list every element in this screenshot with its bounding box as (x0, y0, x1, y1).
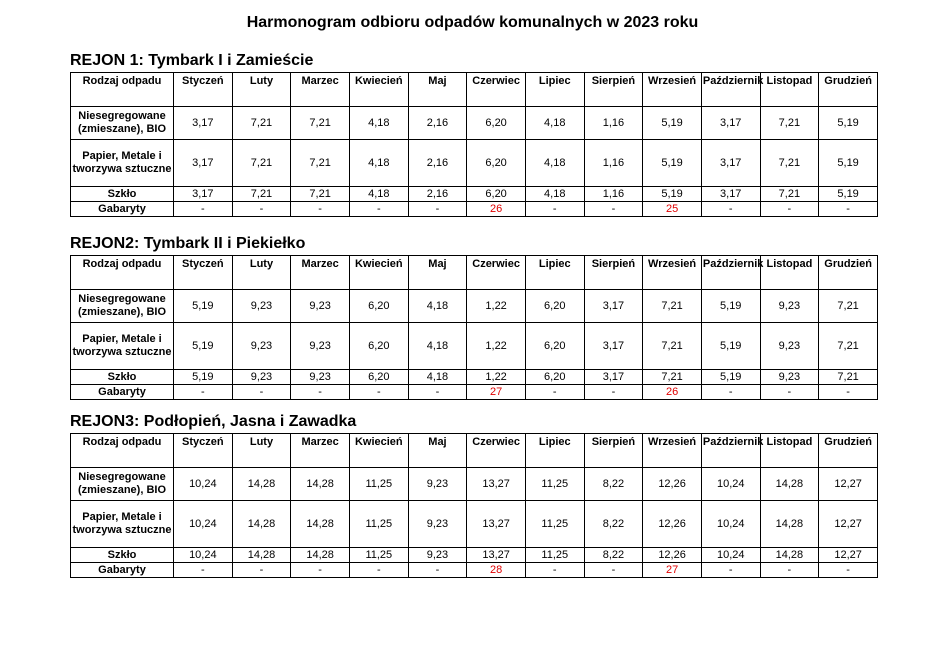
pickup-dates-cell: 5,19 (819, 140, 878, 187)
pickup-dates-cell: 13,27 (467, 548, 526, 563)
month-header: Czerwiec (467, 73, 526, 107)
pickup-dates-cell: 7,21 (760, 187, 819, 202)
pickup-dates-cell: 6,20 (349, 370, 408, 385)
month-header: Lipiec (525, 256, 584, 290)
pickup-dates-cell: 4,18 (349, 187, 408, 202)
waste-type-label: Papier, Metale i tworzywa sztuczne (71, 501, 174, 548)
pickup-dates-cell: 12,26 (643, 548, 702, 563)
pickup-dates-cell: 9,23 (232, 323, 291, 370)
month-header: Maj (408, 256, 467, 290)
region-2 (70, 233, 878, 400)
pickup-dates-cell: 3,17 (701, 107, 760, 140)
table-row (71, 501, 878, 548)
pickup-dates-cell: 14,28 (760, 501, 819, 548)
pickup-dates-cell: - (232, 563, 291, 578)
pickup-dates-cell: 7,21 (291, 187, 350, 202)
pickup-dates-cell: 1,16 (584, 187, 643, 202)
pickup-dates-cell: 9,23 (291, 370, 350, 385)
pickup-dates-cell: 9,23 (760, 323, 819, 370)
pickup-dates-cell: 5,19 (819, 187, 878, 202)
pickup-dates-cell: - (232, 385, 291, 400)
pickup-dates-cell: 28 (467, 563, 526, 578)
pickup-dates-cell: 10,24 (701, 468, 760, 501)
pickup-dates-cell: 11,25 (525, 501, 584, 548)
waste-type-label: Szkło (71, 548, 174, 563)
pickup-dates-cell: 14,28 (291, 468, 350, 501)
pickup-dates-cell: 7,21 (643, 323, 702, 370)
month-header: Luty (232, 256, 291, 290)
pickup-dates-cell: 10,24 (174, 501, 233, 548)
pickup-dates-cell: - (701, 385, 760, 400)
table-row (71, 370, 878, 385)
pickup-dates-cell: 6,20 (349, 323, 408, 370)
pickup-dates-cell: 4,18 (349, 140, 408, 187)
pickup-dates-cell: 6,20 (525, 323, 584, 370)
waste-type-label: Gabaryty (71, 385, 174, 400)
pickup-dates-cell: 11,25 (349, 548, 408, 563)
pickup-dates-cell: 14,28 (232, 501, 291, 548)
column-header: Rodzaj odpadu (71, 73, 174, 107)
pickup-dates-cell: 6,20 (525, 370, 584, 385)
month-header: Maj (408, 73, 467, 107)
pickup-dates-cell: - (701, 202, 760, 217)
month-header: Listopad (760, 73, 819, 107)
pickup-dates-cell: 7,21 (232, 187, 291, 202)
pickup-dates-cell: 11,25 (525, 468, 584, 501)
waste-type-label: Niesegregowane (zmieszane), BIO (71, 290, 174, 323)
pickup-dates-cell: 5,19 (643, 107, 702, 140)
waste-type-label: Papier, Metale i tworzywa sztuczne (71, 323, 174, 370)
pickup-dates-cell: 4,18 (408, 290, 467, 323)
pickup-dates-cell: 7,21 (819, 290, 878, 323)
pickup-dates-cell: - (174, 563, 233, 578)
waste-type-label: Niesegregowane (zmieszane), BIO (71, 107, 174, 140)
pickup-dates-cell: - (701, 563, 760, 578)
pickup-dates-cell: 1,22 (467, 370, 526, 385)
pickup-dates-cell: 7,21 (291, 107, 350, 140)
pickup-dates-cell: 2,16 (408, 140, 467, 187)
schedule-table (70, 255, 878, 400)
month-header: Styczeń (174, 256, 233, 290)
pickup-dates-cell: 9,23 (760, 370, 819, 385)
month-header: Wrzesień (643, 434, 702, 468)
region-title: REJON2: Tymbark II i Piekiełko (70, 235, 306, 252)
month-header: Grudzień (819, 256, 878, 290)
pickup-dates-cell: 7,21 (232, 140, 291, 187)
pickup-dates-cell: 7,21 (819, 323, 878, 370)
pickup-dates-cell: 5,19 (174, 323, 233, 370)
pickup-dates-cell: 10,24 (701, 501, 760, 548)
pickup-dates-cell: 3,17 (701, 140, 760, 187)
pickup-dates-cell: 1,16 (584, 107, 643, 140)
pickup-dates-cell: 7,21 (232, 107, 291, 140)
pickup-dates-cell: 9,23 (232, 290, 291, 323)
month-header: Maj (408, 434, 467, 468)
month-header: Sierpień (584, 434, 643, 468)
month-header: Luty (232, 434, 291, 468)
pickup-dates-cell: 6,20 (349, 290, 408, 323)
table-row (71, 548, 878, 563)
pickup-dates-cell: - (291, 385, 350, 400)
pickup-dates-cell: - (760, 202, 819, 217)
table-row (71, 107, 878, 140)
month-header: Listopad (760, 434, 819, 468)
pickup-dates-cell: 1,22 (467, 323, 526, 370)
pickup-dates-cell: 7,21 (760, 140, 819, 187)
column-header: Rodzaj odpadu (71, 434, 174, 468)
region-1 (70, 50, 878, 217)
pickup-dates-cell: 3,17 (584, 290, 643, 323)
pickup-dates-cell: 27 (467, 385, 526, 400)
month-header: Czerwiec (467, 434, 526, 468)
waste-type-label: Szkło (71, 187, 174, 202)
pickup-dates-cell: 4,18 (408, 323, 467, 370)
month-header: Październik (701, 256, 760, 290)
pickup-dates-cell: - (525, 385, 584, 400)
pickup-dates-cell: - (584, 563, 643, 578)
pickup-dates-cell: 5,19 (701, 323, 760, 370)
pickup-dates-cell: - (408, 385, 467, 400)
pickup-dates-cell: - (819, 202, 878, 217)
pickup-dates-cell: 12,27 (819, 468, 878, 501)
month-header: Marzec (291, 434, 350, 468)
pickup-dates-cell: 1,22 (467, 290, 526, 323)
pickup-dates-cell: 4,18 (525, 107, 584, 140)
month-header: Październik (701, 434, 760, 468)
pickup-dates-cell: 5,19 (174, 290, 233, 323)
pickup-dates-cell: 3,17 (174, 107, 233, 140)
pickup-dates-cell: 26 (467, 202, 526, 217)
pickup-dates-cell: - (760, 385, 819, 400)
pickup-dates-cell: 3,17 (584, 323, 643, 370)
table-row (71, 385, 878, 400)
pickup-dates-cell: 1,16 (584, 140, 643, 187)
document-title: Harmonogram odbioru odpadów komunalnych w 2023 roku (246, 14, 699, 31)
region-title: REJON3: Podłopień, Jasna i Zawadka (70, 413, 357, 430)
month-header: Lipiec (525, 434, 584, 468)
waste-type-label: Szkło (71, 370, 174, 385)
pickup-dates-cell: 12,27 (819, 548, 878, 563)
pickup-dates-cell: 11,25 (525, 548, 584, 563)
pickup-dates-cell: 10,24 (701, 548, 760, 563)
pickup-dates-cell: 3,17 (584, 370, 643, 385)
region-3 (70, 411, 878, 578)
pickup-dates-cell: - (584, 385, 643, 400)
month-header: Styczeń (174, 73, 233, 107)
header-row (71, 434, 878, 468)
pickup-dates-cell: 11,25 (349, 501, 408, 548)
pickup-dates-cell: 5,19 (701, 290, 760, 323)
pickup-dates-cell: 9,23 (408, 548, 467, 563)
pickup-dates-cell: 25 (643, 202, 702, 217)
pickup-dates-cell: - (349, 563, 408, 578)
pickup-dates-cell: 10,24 (174, 468, 233, 501)
pickup-dates-cell: 5,19 (643, 140, 702, 187)
pickup-dates-cell: 14,28 (760, 548, 819, 563)
month-header: Wrzesień (643, 256, 702, 290)
month-header: Marzec (291, 73, 350, 107)
month-header: Kwiecień (349, 73, 408, 107)
month-header: Czerwiec (467, 256, 526, 290)
pickup-dates-cell: 6,20 (467, 140, 526, 187)
pickup-dates-cell: 4,18 (525, 187, 584, 202)
column-header: Rodzaj odpadu (71, 256, 174, 290)
month-header: Październik (701, 73, 760, 107)
header-row (71, 73, 878, 107)
waste-type-label: Papier, Metale i tworzywa sztuczne (71, 140, 174, 187)
month-header: Grudzień (819, 73, 878, 107)
pickup-dates-cell: - (760, 563, 819, 578)
pickup-dates-cell: 7,21 (643, 290, 702, 323)
pickup-dates-cell: 6,20 (525, 290, 584, 323)
month-header: Kwiecień (349, 256, 408, 290)
pickup-dates-cell: - (174, 385, 233, 400)
pickup-dates-cell: 12,26 (643, 501, 702, 548)
month-header: Marzec (291, 256, 350, 290)
table-row (71, 563, 878, 578)
pickup-dates-cell: 8,22 (584, 501, 643, 548)
pickup-dates-cell: 3,17 (174, 187, 233, 202)
pickup-dates-cell: 5,19 (643, 187, 702, 202)
header-row (71, 256, 878, 290)
table-row (71, 323, 878, 370)
month-header: Luty (232, 73, 291, 107)
pickup-dates-cell: - (819, 385, 878, 400)
month-header: Kwiecień (349, 434, 408, 468)
pickup-dates-cell: 4,18 (525, 140, 584, 187)
pickup-dates-cell: 6,20 (467, 187, 526, 202)
pickup-dates-cell: 9,23 (408, 501, 467, 548)
pickup-dates-cell: 7,21 (760, 107, 819, 140)
pickup-dates-cell: 13,27 (467, 501, 526, 548)
pickup-dates-cell: 3,17 (174, 140, 233, 187)
table-row (71, 468, 878, 501)
region-title: REJON 1: Tymbark I i Zamieście (70, 52, 314, 69)
month-header: Styczeń (174, 434, 233, 468)
pickup-dates-cell: 8,22 (584, 468, 643, 501)
pickup-dates-cell: 7,21 (291, 140, 350, 187)
pickup-dates-cell: 2,16 (408, 107, 467, 140)
pickup-dates-cell: 27 (643, 563, 702, 578)
pickup-dates-cell: 5,19 (819, 107, 878, 140)
pickup-dates-cell: 11,25 (349, 468, 408, 501)
pickup-dates-cell: 14,28 (760, 468, 819, 501)
month-header: Sierpień (584, 73, 643, 107)
pickup-dates-cell: 9,23 (232, 370, 291, 385)
pickup-dates-cell: - (819, 563, 878, 578)
month-header: Sierpień (584, 256, 643, 290)
table-row (71, 140, 878, 187)
pickup-dates-cell: 9,23 (291, 290, 350, 323)
pickup-dates-cell: - (584, 202, 643, 217)
pickup-dates-cell: 9,23 (291, 323, 350, 370)
table-row (71, 290, 878, 323)
table-row (71, 187, 878, 202)
pickup-dates-cell: 5,19 (701, 370, 760, 385)
pickup-dates-cell: 26 (643, 385, 702, 400)
pickup-dates-cell: 5,19 (174, 370, 233, 385)
waste-type-label: Gabaryty (71, 202, 174, 217)
pickup-dates-cell: - (349, 385, 408, 400)
pickup-dates-cell: 4,18 (349, 107, 408, 140)
month-header: Wrzesień (643, 73, 702, 107)
pickup-dates-cell: 3,17 (701, 187, 760, 202)
pickup-dates-cell: 14,28 (291, 548, 350, 563)
pickup-dates-cell: - (408, 202, 467, 217)
waste-type-label: Niesegregowane (zmieszane), BIO (71, 468, 174, 501)
pickup-dates-cell: - (525, 202, 584, 217)
month-header: Grudzień (819, 434, 878, 468)
pickup-dates-cell: 7,21 (819, 370, 878, 385)
waste-type-label: Gabaryty (71, 563, 174, 578)
pickup-dates-cell: 14,28 (232, 548, 291, 563)
pickup-dates-cell: 10,24 (174, 548, 233, 563)
pickup-dates-cell: 13,27 (467, 468, 526, 501)
pickup-dates-cell: 14,28 (232, 468, 291, 501)
schedule-table (70, 72, 878, 217)
pickup-dates-cell: 12,26 (643, 468, 702, 501)
pickup-dates-cell: - (291, 563, 350, 578)
pickup-dates-cell: 4,18 (408, 370, 467, 385)
month-header: Lipiec (525, 73, 584, 107)
schedule-table (70, 433, 878, 578)
table-row (71, 202, 878, 217)
pickup-dates-cell: 6,20 (467, 107, 526, 140)
pickup-dates-cell: - (408, 563, 467, 578)
pickup-dates-cell: 9,23 (408, 468, 467, 501)
month-header: Listopad (760, 256, 819, 290)
pickup-dates-cell: 8,22 (584, 548, 643, 563)
pickup-dates-cell: 12,27 (819, 501, 878, 548)
pickup-dates-cell: - (349, 202, 408, 217)
pickup-dates-cell: 7,21 (643, 370, 702, 385)
pickup-dates-cell: 2,16 (408, 187, 467, 202)
pickup-dates-cell: - (232, 202, 291, 217)
pickup-dates-cell: - (291, 202, 350, 217)
pickup-dates-cell: 9,23 (760, 290, 819, 323)
pickup-dates-cell: 14,28 (291, 501, 350, 548)
pickup-dates-cell: - (174, 202, 233, 217)
pickup-dates-cell: - (525, 563, 584, 578)
